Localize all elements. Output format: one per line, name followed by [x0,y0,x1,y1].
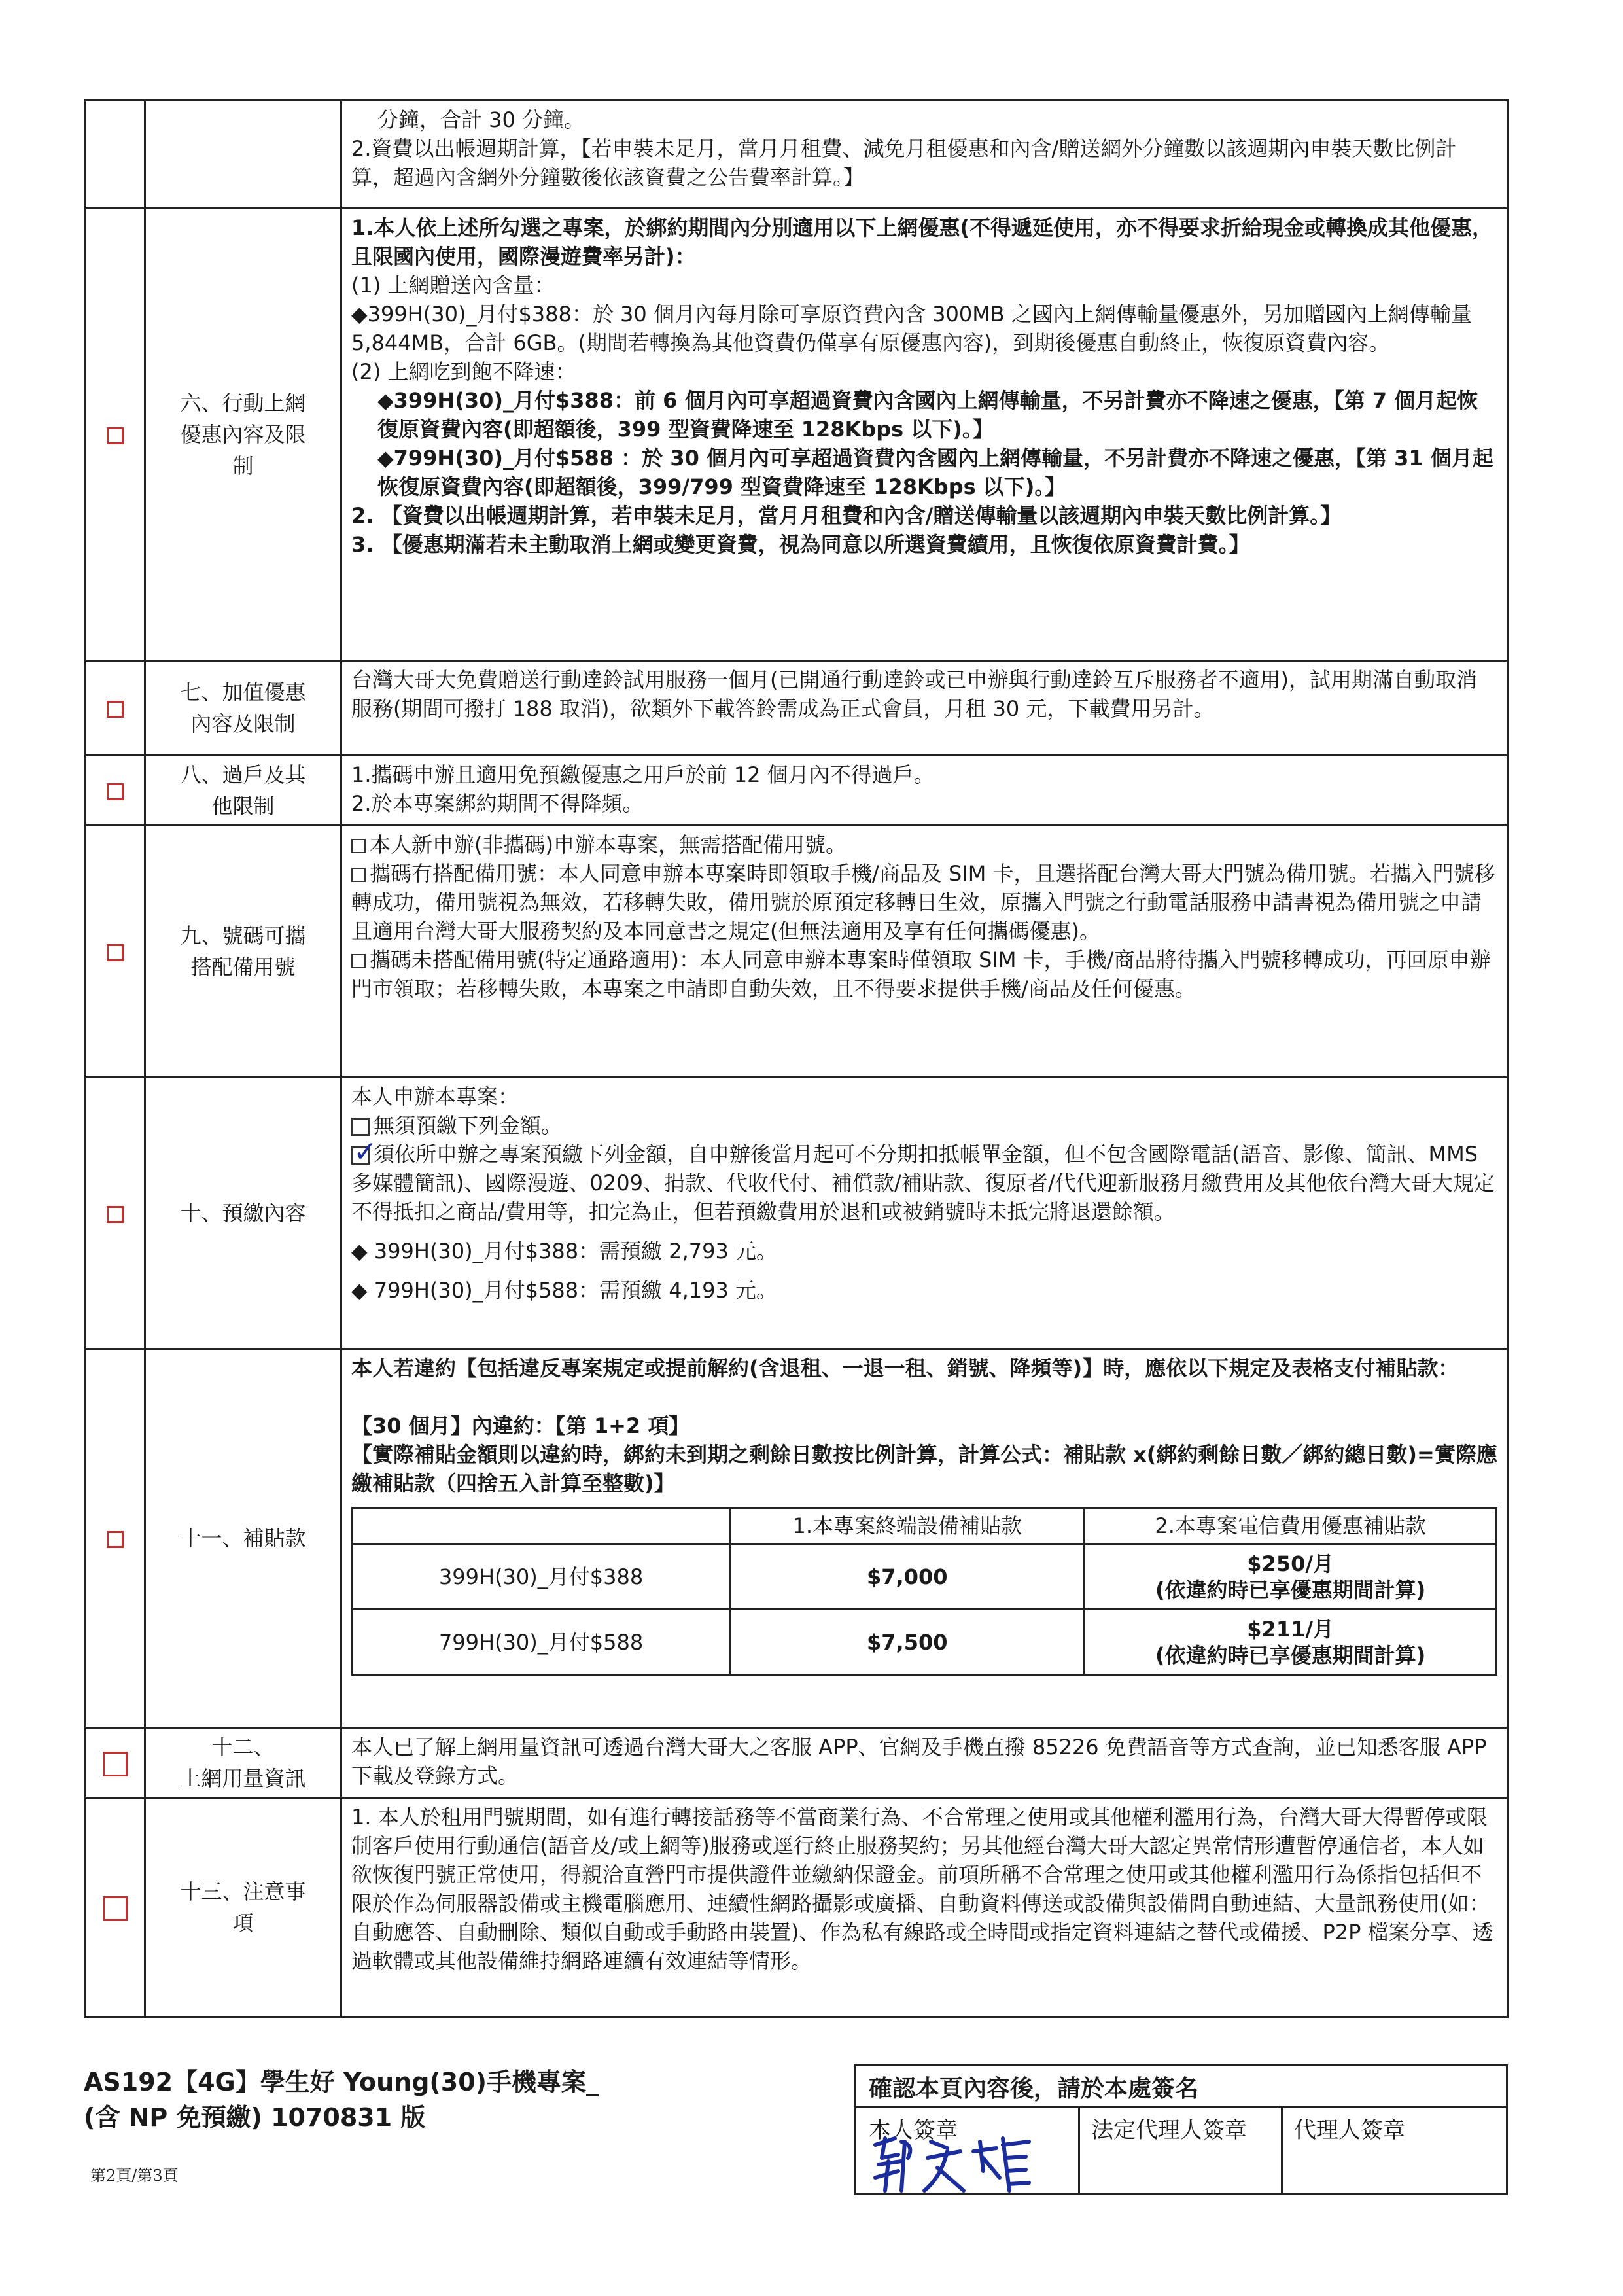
s6-p1: 1.本人依上述所勾選之專案，於綁約期間內分別適用以下上網優惠(不得遞延使用，亦不得要求折給現金或轉換成其他優惠，且限國內使用，國際漫遊費率另計)： [351,215,1493,269]
handwritten-signature[interactable] [869,2132,1039,2197]
section-13-checkbox[interactable] [103,1896,128,1921]
section-10-label: 十、預繳內容 [145,1078,341,1349]
section-7 [85,661,1508,756]
section-13 [85,1798,1508,2017]
page-number: 第2頁/第3頁 [90,2166,179,2185]
s6-p4: (2) 上網吃到飽不降速： [351,359,576,384]
section-11-checkbox[interactable] [107,1531,124,1548]
s9-p2: 攜碼有搭配備用號：本人同意申辦本專案時即領取手機/商品及 SIM 卡，且選搭配台灣大哥大門號為備用號。若攜入門號移轉成功，備用號視為無效，若移轉失敗，備用號於原預定移轉日生效，原攜入門號之行動電話服務申請書視為備用號之申請且適用台灣大哥大服務契約及本同意書之規定(但無法適用及享有任何攜碼優惠)。 [351,861,1495,944]
s6-p6: ◆799H(30)_月付$588 ：於 30 個月內可享超過資費內含國內上網傳輸量，不另計費亦不降速之優惠，【第 31 個月起恢復原資費內容(即超額後，399/799 型資費降速至 128Kbps 以下)。】 [377,446,1493,499]
s11-p1: 本人若違約【包括違反專案規定或提前解約(含退租、一退一租、銷號、降頻等)】時，應依以下規定及表格支付補貼款： [351,1356,1459,1381]
s8-line-1: 1.攜碼申辦且適用免預繳優惠之用戶於前 12 個月內不得過戶。 [351,762,935,787]
s10-item-2: ◆ 799H(30)_月付$588：需預繳 4,193 元。 [351,1278,778,1303]
section-7-label: 七、加值優惠 內容及限制 [145,661,341,756]
s6-p7: 2. 【資費以出帳週期計算，若申裝未足月，當月月租費和內含/贈送傳輸量以該週期內申裝天數比例計算。】 [351,503,1342,528]
section-6-checkbox[interactable] [107,427,124,444]
s10-item-1: ◆ 399H(30)_月付$388：需預繳 2,793 元。 [351,1239,778,1263]
section-6 [85,209,1508,661]
s11-p2: 【30 個月】內違約：【第 1+2 項】 [351,1413,690,1438]
s12-text: 本人已了解上網用量資訊可透過台灣大哥大之客服 APP、官網及手機直撥 85226 免費語音等方式查詢，並已知悉客服 APP 下載及登錄方式。 [351,1735,1487,1788]
s13-text: 1. 本人於租用門號期間，如有進行轉接話務等不當商業行為、不合常理之使用或其他權利濫用行為，台灣大哥大得暫停或限制客戶使用行動通信(語音及/或上網等)服務或逕行終止服務契約；另其他經台灣大哥大認定異常情形遭暫停通信者，本人如欲恢復門號正常使用，得親洽直營門市提供證件並繳納保證金。前項所稱不合常理之使用或其他權利濫用行為係指包括但不限於作為伺服器設備或主機電腦應用、連續性網路攝影或廣播、自動資料傳送或設備與設備間自動連結、大量訊務使用(如：自動應答、自動刪除、類似自動或手動路由裝置)、作為私有線路或全時間或指定資料連結之替代或備援、P2P 檔案分享、透過軟體或其他設備維持網路連續有效連結等情形。 [351,1805,1493,1973]
s10-opt1: 無須預繳下列金額。 [374,1113,563,1138]
agent-signature-label: 代理人簽章 [1294,2117,1405,2144]
section-10-checkbox[interactable] [107,1206,124,1223]
section-8-checkbox[interactable] [107,783,124,800]
section-11-label: 十一、補貼款 [145,1349,341,1728]
section-9 [85,826,1508,1078]
section-13-label: 十三、注意事 項 [145,1798,341,2017]
s9-p1: 本人新申辦(非攜碼)申辦本專案，無需搭配備用號。 [370,832,846,857]
s6-p3: ◆399H(30)_月付$388：於 30 個月內每月除可享原資費內含 300MB 之國內上網傳輸量優惠外，另加贈國內上網傳輸量 5,844MB，合計 6GB。(期間若轉換為其他資費仍僅享有原優惠內容)，到期後優惠自動終止，恢復原資費內容。 [351,302,1472,355]
s10-opt2: 須依所申辦之專案預繳下列金額，自申辦後當月起可不分期扣抵帳單金額，但不包含國際電話(語音、影像、簡訊、MMS 多媒體簡訊)、國際漫遊、0209、捐款、代收代付、補償款/補貼款、復原者/代代迎新服務月繳費用及其他依台灣大哥大規定不得抵扣之商品/費用等，扣完為止，但若預繳費用於退租或被銷號時未抵完將退還餘額。 [351,1142,1495,1224]
section-12-checkbox[interactable] [103,1752,128,1776]
s11-p3: 【實際補貼金額則以違約時，綁約未到期之剩餘日數按比例計算，計算公式：補貼款 x(綁約剩餘日數／綁約總日數)=實際應繳補貼款（四捨五入計算至整數)】 [351,1442,1497,1496]
self-signature-label: 本人簽章 [869,2117,958,2144]
section-8-label: 八、過戶及其 他限制 [145,756,341,826]
s9-option-3-checkbox[interactable] [351,954,366,968]
section-8 [85,756,1508,826]
s9-option-2-checkbox[interactable] [351,868,366,882]
subsidy-table-header: 1.本專案終端設備補貼款 2.本專案電信費用優惠補貼款 [353,1508,1497,1544]
contract-terms-table [84,99,1509,2018]
section-11 [85,1349,1508,1728]
s8-line-2: 2.於本專案綁約期間不得降頻。 [351,791,644,816]
s6-p2: (1) 上網贈送內含量： [351,273,555,298]
s10-option-2-checkbox[interactable] [351,1146,370,1165]
plan-name: AS192【4G】學生好 Young(30)手機專案_ (含 NP 免預繳) 1070831 版 [84,2068,599,2132]
top-line-2: 2.資費以出帳週期計算，【若申裝未足月，當月月租費、減免月租優惠和內含/贈送網外分鐘數以該週期內申裝天數比例計算，超過內含網外分鐘數後依該資費之公告費率計算。】 [351,136,1457,190]
s9-p3: 攜碼未搭配備用號(特定通路適用)：本人同意申辦本專案時僅領取 SIM 卡，手機/商品將待攜入門號移轉成功，再回原申辦門市領取；若移轉失敗，本專案之申請即自動失效，且不得要求提供手機/商品及任何優惠。 [351,947,1491,1001]
s10-option-1-checkbox[interactable] [351,1118,370,1136]
subsidy-table-row: 799H(30)_月付$588 $7,500 $211/月 (依違約時已享優惠期間計算) [353,1610,1497,1675]
s9-option-1-checkbox[interactable] [351,839,366,853]
s6-p8: 3. 【優惠期滿若未主動取消上網或變更資費，視為同意以所選資費續用，且恢復依原資費計費。】 [351,532,1250,557]
section-12-label: 十二、 上網用量資訊 [145,1728,341,1798]
section-9-checkbox[interactable] [107,944,124,961]
section-6-label: 六、行動上網 優惠內容及限 制 [145,209,341,661]
section-10 [85,1078,1508,1349]
guardian-signature-label: 法定代理人簽章 [1091,2117,1247,2144]
s10-intro: 本人申辦本專案： [351,1084,519,1109]
signature-box [854,2064,1508,2195]
subsidy-table-row: 399H(30)_月付$388 $7,000 $250/月 (依違約時已享優惠期間計算) [353,1544,1497,1610]
signature-instruction: 確認本頁內容後，請於本處簽名 [869,2075,1199,2102]
section-top-continued [85,101,1508,209]
section-9-label: 九、號碼可攜 搭配備用號 [145,826,341,1078]
top-line-1: 分鐘，合計 30 分鐘。 [377,107,585,132]
subsidy-table [351,1507,1497,1676]
s6-p5: ◆399H(30)_月付$388：前 6 個月內可享超過資費內含國內上網傳輸量，不另計費亦不降速之優惠，【第 7 個月起恢復原資費內容(即超額後，399 型資費降速至 128Kbps 以下)。】 [377,388,1478,442]
s7-text: 台灣大哥大免費贈送行動達鈴試用服務一個月(已開通行動達鈴或已申辦與行動達鈴互斥服務者不適用)，試用期滿自動取消服務(期間可撥打 188 取消)，欲類外下載答鈴需成為正式會員，月租 30 元，下載費用另計。 [351,667,1477,721]
section-7-checkbox[interactable] [107,701,124,718]
section-12 [85,1728,1508,1798]
